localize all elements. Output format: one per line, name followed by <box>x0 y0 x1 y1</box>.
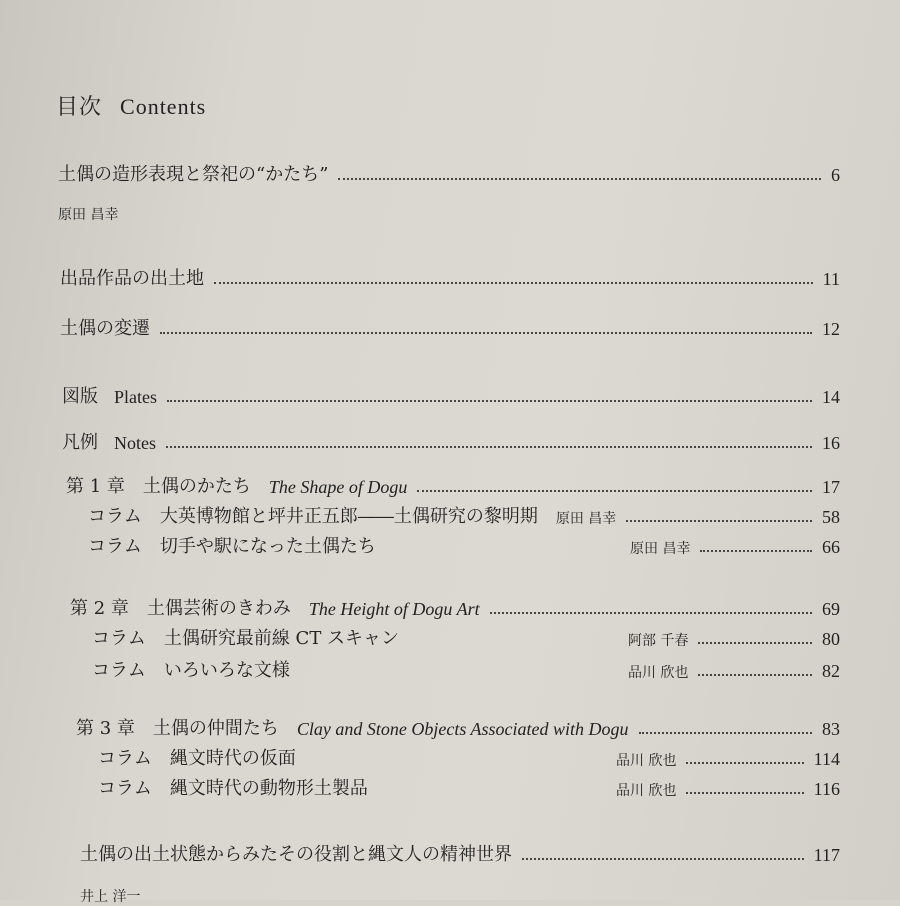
dot-leader <box>338 178 821 180</box>
column-title: コラム いろいろな文様 <box>92 660 290 681</box>
entry-title: 凡例 <box>62 432 98 453</box>
column-title: コラム 土偶研究最前線 CT スキャン <box>92 628 400 649</box>
column-author: 原田 昌幸 <box>555 511 617 527</box>
column-author: 原田 昌幸 <box>630 541 691 557</box>
column-page-number: 82 <box>822 661 840 681</box>
chapter-title-en: The Height of Dogu Art <box>308 599 480 619</box>
column-page-number: 66 <box>822 537 840 557</box>
chapter-title: 第 2 章 土偶芸術のきわみ <box>70 598 291 619</box>
dot-leader <box>167 400 812 402</box>
toc-column <box>98 744 840 770</box>
entry-title-en: Notes <box>114 433 156 453</box>
chapter-page-number: 69 <box>822 599 840 619</box>
entry-author: 原田 昌幸 <box>58 207 119 223</box>
entry-title: 土偶の出土状態からみたその役割と縄文人の精神世界 <box>80 844 512 865</box>
toc-entry <box>60 314 840 340</box>
dot-leader <box>698 642 812 644</box>
entry-title: 土偶の変遷 <box>60 318 150 339</box>
column-page-number: 80 <box>822 629 840 649</box>
column-page-number: 58 <box>822 507 840 527</box>
toc-entry <box>62 428 840 454</box>
entry-title: 出品作品の出土地 <box>60 268 204 289</box>
column-page-number: 114 <box>813 749 840 769</box>
entry-page-number: 14 <box>822 387 840 407</box>
column-title: コラム 縄文時代の仮面 <box>98 748 296 769</box>
column-page-number: 116 <box>813 779 840 799</box>
entry-title: 土偶の造形表現と祭祀の“かたち” <box>58 164 329 185</box>
entry-page-number: 117 <box>813 845 840 865</box>
column-author: 阿部 千春 <box>628 633 689 649</box>
dot-leader <box>639 732 812 734</box>
entry-page-number: 11 <box>822 269 840 289</box>
entry-author: 井上 洋一 <box>80 889 141 905</box>
toc-entry <box>62 382 840 408</box>
toc-chapter <box>70 594 840 620</box>
chapter-title: 第 3 章 土偶の仲間たち <box>76 718 279 739</box>
dot-leader <box>417 490 812 492</box>
toc-entry <box>58 160 840 186</box>
dot-leader <box>490 612 812 614</box>
toc-title-en: Contents <box>120 94 207 119</box>
column-author: 品川 欣也 <box>628 665 689 681</box>
toc-heading <box>56 90 206 121</box>
column-title: コラム 縄文時代の動物形土製品 <box>98 778 368 799</box>
dot-leader <box>686 792 803 794</box>
toc-entry <box>80 840 840 866</box>
toc-title-ja: 目次 <box>56 95 103 120</box>
dot-leader <box>698 674 812 676</box>
toc-chapter <box>66 472 840 498</box>
dot-leader <box>160 332 812 334</box>
entry-page-number: 6 <box>831 165 840 185</box>
chapter-page-number: 83 <box>822 719 840 739</box>
toc-column <box>88 532 840 558</box>
toc-column <box>98 774 840 800</box>
dot-leader <box>522 858 804 860</box>
toc-column <box>88 502 840 528</box>
dot-leader <box>686 762 803 764</box>
column-title: コラム 大英博物館と坪井正五郎――土偶研究の黎明期 <box>88 506 538 527</box>
dot-leader <box>626 520 812 522</box>
toc-chapter <box>76 714 840 740</box>
chapter-title: 第 1 章 土偶のかたち <box>66 476 251 497</box>
chapter-page-number: 17 <box>822 477 840 497</box>
entry-title: 図版 <box>62 386 98 407</box>
chapter-title-en: The Shape of Dogu <box>268 477 408 497</box>
column-title: コラム 切手や駅になった土偶たち <box>88 536 376 557</box>
column-author: 品川 欣也 <box>616 783 677 799</box>
toc-entry <box>60 264 840 290</box>
entry-page-number: 12 <box>822 319 840 339</box>
entry-title-en: Plates <box>114 387 157 407</box>
toc-column <box>92 656 840 682</box>
toc-column <box>92 624 840 650</box>
dot-leader <box>166 446 812 448</box>
dot-leader <box>700 550 812 552</box>
column-author: 品川 欣也 <box>616 753 677 769</box>
entry-page-number: 16 <box>822 433 840 453</box>
dot-leader <box>214 282 813 284</box>
chapter-title-en: Clay and Stone Objects Associated with Dogu <box>296 719 629 739</box>
